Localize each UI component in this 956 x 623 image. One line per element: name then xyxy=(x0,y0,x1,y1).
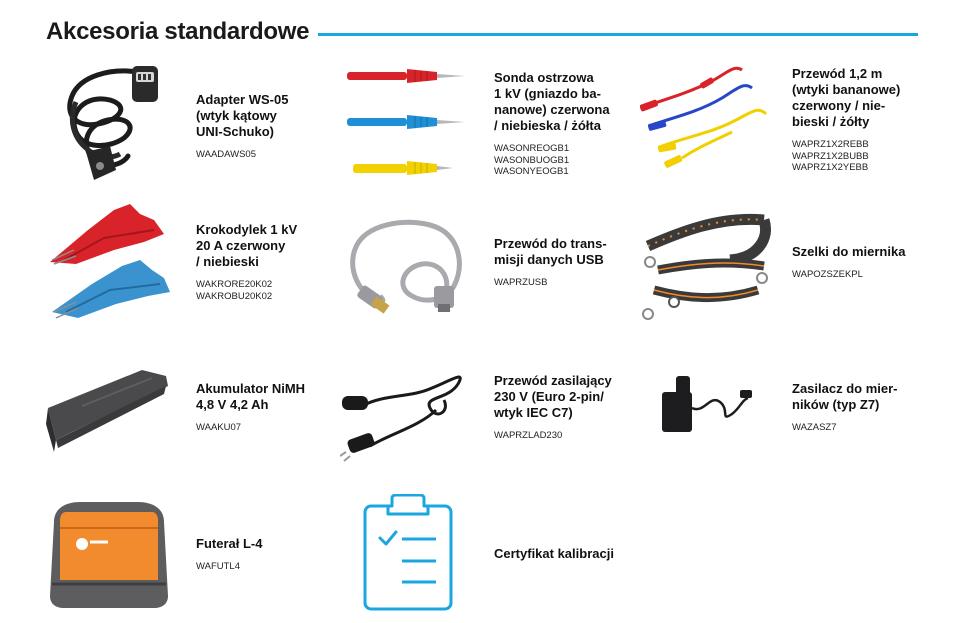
calibration-certificate-icon xyxy=(362,494,454,612)
usb-cable-icon xyxy=(342,212,472,320)
item-codes: WAPRZUSB xyxy=(494,277,548,288)
item-codes: WAKRORE20K02 WAKROBU20K02 xyxy=(196,279,273,302)
item-name: Adapter WS-05 (wtyk kątowy UNI-Schuko) xyxy=(196,92,289,139)
item-name: Szelki do miernika xyxy=(792,244,906,259)
item-codes: WAPRZLAD230 xyxy=(494,430,563,441)
title-divider xyxy=(318,33,918,36)
harness-straps-icon xyxy=(640,202,775,326)
item-codes: WAPRZ1X2REBB WAPRZ1X2BUBB WAPRZ1X2YEBB xyxy=(792,139,869,173)
item-name: Akumulator NiMH 4,8 V 4,2 Ah xyxy=(196,381,306,412)
item-name: Przewód zasilający 230 V (Euro 2-pin/ wtyk IEC C7) xyxy=(494,373,612,420)
item-codes: WASONREOGB1 WASONBUOGB1 WASONYEOGB1 xyxy=(494,143,570,177)
crocodile-clips-icon xyxy=(44,200,174,328)
item-codes: WAFUTL4 xyxy=(196,561,240,572)
power-adapter-icon xyxy=(660,374,755,438)
item-name: Przewód 1,2 m (wtyki bananowe) czerwony / nie- bieski / żółty xyxy=(792,66,901,129)
item-name: Certyfikat kalibracji xyxy=(494,546,614,561)
probe-tips-icon xyxy=(345,66,470,182)
item-codes: WAADAWS05 xyxy=(196,149,257,160)
item-name: Krokodylek 1 kV 20 A czerwony / niebieski xyxy=(196,222,298,269)
item-name: Sonda ostrzowa 1 kV (gniazdo ba- nanowe) czerwona / niebieska / żółta xyxy=(494,70,610,133)
item-codes: WAAKU07 xyxy=(196,422,242,433)
battery-pack-icon xyxy=(42,362,172,454)
page-title: Akcesoria standardowe xyxy=(46,18,310,45)
item-codes: WAPOZSZEKPL xyxy=(792,269,863,280)
item-name: Zasilacz do mier- ników (typ Z7) xyxy=(792,381,898,412)
adapter-cable-icon xyxy=(50,62,175,190)
item-codes: WAZASZ7 xyxy=(792,422,837,433)
banana-leads-icon xyxy=(640,62,775,182)
item-name: Futerał L-4 xyxy=(196,536,263,551)
item-name: Przewód do trans- misji danych USB xyxy=(494,236,607,267)
power-cord-icon xyxy=(340,364,472,464)
carrying-case-icon xyxy=(46,498,172,612)
